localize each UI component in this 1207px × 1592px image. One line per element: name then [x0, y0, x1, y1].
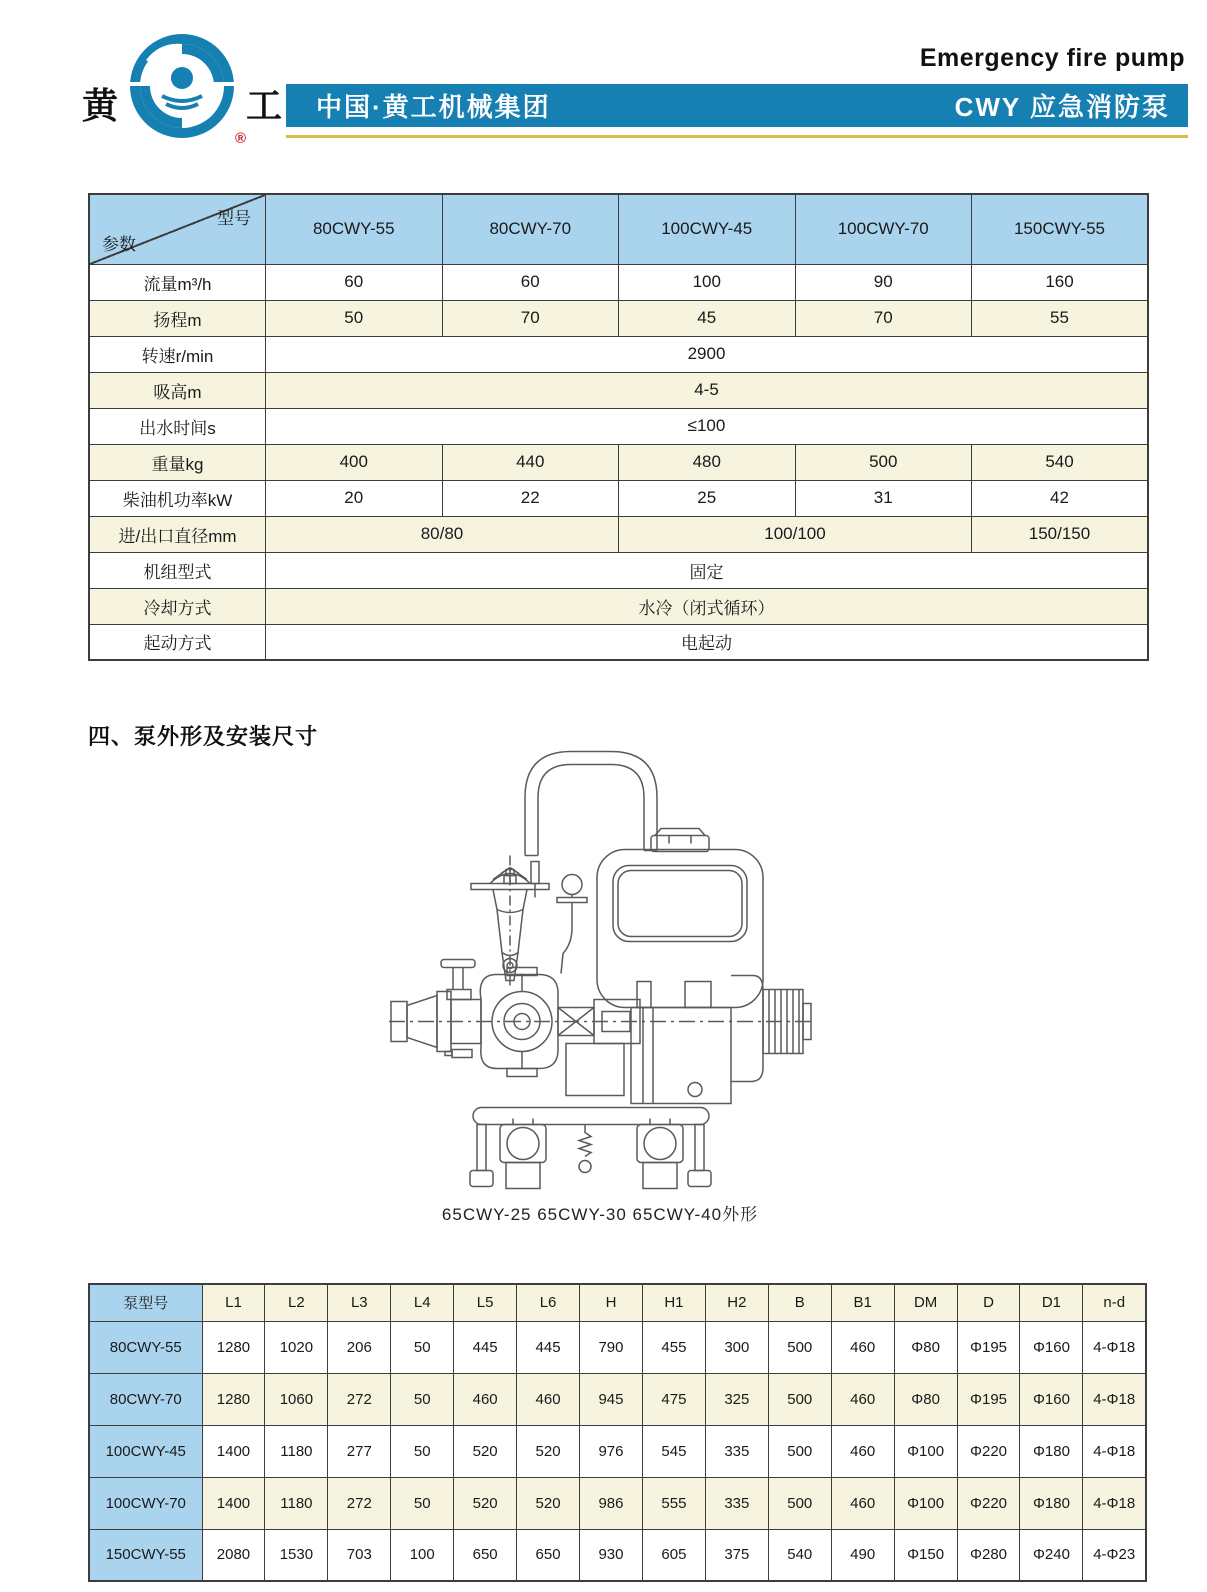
dim-value: 500	[768, 1425, 831, 1477]
dim-value: 460	[831, 1373, 894, 1425]
table-row	[89, 1529, 1146, 1581]
table-row	[89, 408, 1148, 444]
param-value: 固定	[266, 552, 1149, 588]
spec-header-row	[89, 194, 1148, 264]
model-header: 100CWY-45	[619, 194, 796, 264]
figure-caption: 65CWY-25 65CWY-30 65CWY-40外形	[441, 1205, 759, 1224]
param-value: 55	[972, 300, 1149, 336]
dim-value: 4-Φ18	[1083, 1373, 1146, 1425]
model-header: 100CWY-70	[795, 194, 972, 264]
dim-value: Φ160	[1020, 1373, 1083, 1425]
dim-value: 460	[831, 1321, 894, 1373]
dim-value: 445	[454, 1321, 517, 1373]
param-label: 出水时间s	[89, 408, 266, 444]
dim-value: 445	[517, 1321, 580, 1373]
param-label: 重量kg	[89, 444, 266, 480]
section-title: 四、泵外形及安装尺寸	[88, 724, 319, 749]
param-value: 440	[442, 444, 619, 480]
dim-value: 520	[517, 1477, 580, 1529]
dim-value: 1400	[202, 1425, 265, 1477]
param-value: 25	[619, 480, 796, 516]
dim-value: 475	[642, 1373, 705, 1425]
dim-value: 2080	[202, 1529, 265, 1581]
param-label: 吸高m	[89, 372, 266, 408]
dim-value: 460	[517, 1373, 580, 1425]
dim-value: 545	[642, 1425, 705, 1477]
dimensions-table	[88, 1283, 1147, 1582]
param-value: 31	[795, 480, 972, 516]
dim-column-header: L1	[202, 1284, 265, 1321]
param-value: 540	[972, 444, 1149, 480]
dim-column-header: D	[957, 1284, 1020, 1321]
dim-value: 460	[454, 1373, 517, 1425]
dim-column-header: L3	[328, 1284, 391, 1321]
model-name: 80CWY-70	[89, 1373, 202, 1425]
param-value: 70	[795, 300, 972, 336]
table-row	[89, 336, 1148, 372]
dim-column-header: L2	[265, 1284, 328, 1321]
param-label: 机组型式	[89, 552, 266, 588]
dim-value: Φ195	[957, 1321, 1020, 1373]
logo-char-right: 工	[245, 85, 282, 126]
param-label: 扬程m	[89, 300, 266, 336]
param-value: 70	[442, 300, 619, 336]
param-value: 60	[266, 264, 443, 300]
dim-value: 455	[642, 1321, 705, 1373]
dim-value: Φ220	[957, 1477, 1020, 1529]
dim-value: 1180	[265, 1425, 328, 1477]
dim-column-header: H	[580, 1284, 643, 1321]
corner-label-model: 型号	[217, 209, 251, 228]
dim-value: 272	[328, 1477, 391, 1529]
dim-value: 650	[454, 1529, 517, 1581]
dim-value: 4-Φ18	[1083, 1425, 1146, 1477]
dim-value: 520	[454, 1425, 517, 1477]
dim-value: 930	[580, 1529, 643, 1581]
dim-column-header: D1	[1020, 1284, 1083, 1321]
param-value: 50	[266, 300, 443, 336]
table-row	[89, 516, 1148, 552]
dim-value: Φ150	[894, 1529, 957, 1581]
dim-value: 50	[391, 1477, 454, 1529]
dim-value: Φ180	[1020, 1425, 1083, 1477]
table-row	[89, 264, 1148, 300]
dim-value: 500	[768, 1373, 831, 1425]
dim-value: Φ100	[894, 1425, 957, 1477]
pump-outline-figure	[385, 736, 815, 1194]
param-value: 480	[619, 444, 796, 480]
dim-value: 1530	[265, 1529, 328, 1581]
param-label: 柴油机功率kW	[89, 480, 266, 516]
dim-column-header: B	[768, 1284, 831, 1321]
product-title-cn: CWY 应急消防泵	[954, 92, 1170, 122]
dim-value: 555	[642, 1477, 705, 1529]
param-label: 转速r/min	[89, 336, 266, 372]
table-row	[89, 300, 1148, 336]
dim-value: 540	[768, 1529, 831, 1581]
param-label: 进/出口直径mm	[89, 516, 266, 552]
param-value: 100/100	[619, 516, 972, 552]
dim-value: 976	[580, 1425, 643, 1477]
table-row	[89, 372, 1148, 408]
dim-column-header: B1	[831, 1284, 894, 1321]
dim-value: 50	[391, 1321, 454, 1373]
table-row	[89, 624, 1148, 660]
dim-value: 520	[517, 1425, 580, 1477]
pump-drawing	[385, 736, 815, 1194]
param-value: 80/80	[266, 516, 619, 552]
param-label: 流量m³/h	[89, 264, 266, 300]
dim-value: 4-Φ18	[1083, 1321, 1146, 1373]
model-header: 150CWY-55	[972, 194, 1149, 264]
model-header: 80CWY-70	[442, 194, 619, 264]
dim-value: 460	[831, 1425, 894, 1477]
param-value: 电起动	[266, 624, 1149, 660]
gold-divider	[286, 135, 1188, 138]
dim-value: Φ80	[894, 1373, 957, 1425]
dim-value: Φ195	[957, 1373, 1020, 1425]
param-value: 水冷（闭式循环）	[266, 588, 1149, 624]
dim-value: 325	[705, 1373, 768, 1425]
logo-char-left: 黄	[82, 85, 119, 126]
dim-value: 4-Φ23	[1083, 1529, 1146, 1581]
company-logo	[82, 30, 282, 145]
dim-value: 460	[831, 1477, 894, 1529]
dim-value: 272	[328, 1373, 391, 1425]
param-value: ≤100	[266, 408, 1149, 444]
model-name: 100CWY-70	[89, 1477, 202, 1529]
param-value: 2900	[266, 336, 1149, 372]
table-row	[89, 1321, 1146, 1373]
dim-column-header: H1	[642, 1284, 705, 1321]
dim-value: Φ100	[894, 1477, 957, 1529]
dim-value: Φ280	[957, 1529, 1020, 1581]
page-title-en: Emergency fire pump	[919, 44, 1185, 72]
param-value: 90	[795, 264, 972, 300]
param-value: 22	[442, 480, 619, 516]
table-row	[89, 1373, 1146, 1425]
dim-value: 500	[768, 1477, 831, 1529]
table-row	[89, 552, 1148, 588]
dim-column-header: DM	[894, 1284, 957, 1321]
dim-value: Φ80	[894, 1321, 957, 1373]
dim-value: 335	[705, 1477, 768, 1529]
param-value: 20	[266, 480, 443, 516]
dim-value: 100	[391, 1529, 454, 1581]
dim-header-row	[89, 1284, 1146, 1321]
param-value: 100	[619, 264, 796, 300]
param-value: 150/150	[972, 516, 1149, 552]
dim-value: Φ160	[1020, 1321, 1083, 1373]
company-banner	[286, 84, 1188, 127]
model-name: 150CWY-55	[89, 1529, 202, 1581]
table-row	[89, 1477, 1146, 1529]
model-column-header: 泵型号	[89, 1284, 202, 1321]
corner-label-param: 参数	[102, 234, 136, 254]
model-header: 80CWY-55	[266, 194, 443, 264]
dim-value: 1280	[202, 1373, 265, 1425]
model-name: 80CWY-55	[89, 1321, 202, 1373]
dim-column-header: H2	[705, 1284, 768, 1321]
dim-value: 50	[391, 1373, 454, 1425]
corner-cell	[89, 194, 266, 264]
dim-value: 605	[642, 1529, 705, 1581]
table-row	[89, 480, 1148, 516]
dim-value: 375	[705, 1529, 768, 1581]
dim-column-header: L4	[391, 1284, 454, 1321]
dim-value: 206	[328, 1321, 391, 1373]
dim-column-header: n-d	[1083, 1284, 1146, 1321]
registered-mark: ®	[234, 130, 246, 147]
dim-value: 1400	[202, 1477, 265, 1529]
dim-value: Φ180	[1020, 1477, 1083, 1529]
dim-value: 300	[705, 1321, 768, 1373]
dim-value: Φ220	[957, 1425, 1020, 1477]
dim-value: 1180	[265, 1477, 328, 1529]
dim-value: 790	[580, 1321, 643, 1373]
dim-value: 500	[768, 1321, 831, 1373]
dim-value: 703	[328, 1529, 391, 1581]
dim-value: Φ240	[1020, 1529, 1083, 1581]
dim-value: 986	[580, 1477, 643, 1529]
param-value: 160	[972, 264, 1149, 300]
dim-value: 1060	[265, 1373, 328, 1425]
dim-value: 277	[328, 1425, 391, 1477]
table-row	[89, 588, 1148, 624]
company-name: 中国·黄工机械集团	[316, 92, 551, 122]
param-value: 60	[442, 264, 619, 300]
dim-value: 1020	[265, 1321, 328, 1373]
table-row	[89, 1425, 1146, 1477]
dim-value: 50	[391, 1425, 454, 1477]
param-value: 500	[795, 444, 972, 480]
table-row	[89, 444, 1148, 480]
dim-value: 945	[580, 1373, 643, 1425]
param-label: 冷却方式	[89, 588, 266, 624]
dim-column-header: L5	[454, 1284, 517, 1321]
dim-column-header: L6	[517, 1284, 580, 1321]
param-value: 400	[266, 444, 443, 480]
dim-value: 4-Φ18	[1083, 1477, 1146, 1529]
model-name: 100CWY-45	[89, 1425, 202, 1477]
dim-value: 650	[517, 1529, 580, 1581]
dim-value: 1280	[202, 1321, 265, 1373]
param-value: 4-5	[266, 372, 1149, 408]
param-value: 45	[619, 300, 796, 336]
param-label: 起动方式	[89, 624, 266, 660]
param-value: 42	[972, 480, 1149, 516]
dim-value: 490	[831, 1529, 894, 1581]
dim-value: 335	[705, 1425, 768, 1477]
logo-mark-icon	[126, 30, 238, 142]
spec-table	[88, 193, 1149, 661]
dim-value: 520	[454, 1477, 517, 1529]
